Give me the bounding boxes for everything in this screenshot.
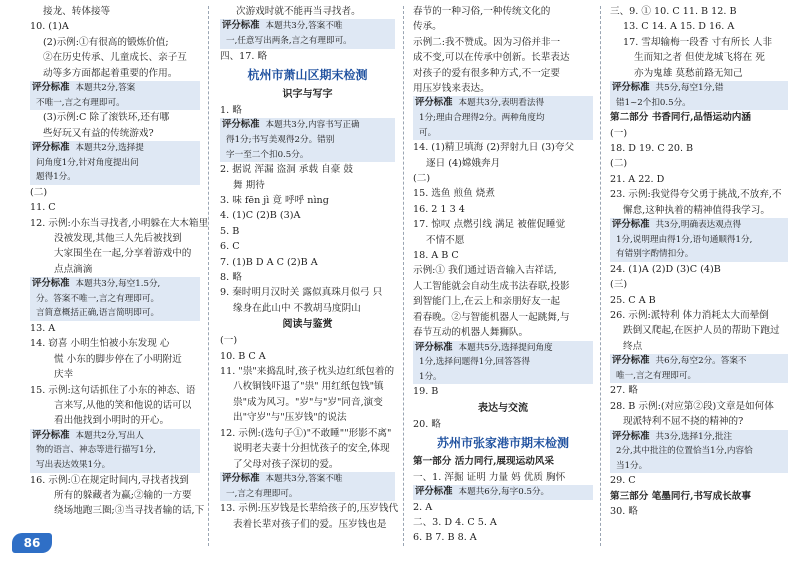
scoring-criteria-line xyxy=(220,19,395,34)
answer-line: 懈怠,这种执着的精神值得我学习。 xyxy=(623,204,770,216)
scoring-criteria-line: 写出表达效果1分。 xyxy=(30,458,200,473)
scoring-criteria-label: 评分标准 xyxy=(32,278,70,290)
answer-line: 10. (1)A xyxy=(30,21,69,33)
scoring-criteria-label: 评分标准 xyxy=(415,485,453,497)
answer-line: 到智能门上,在云上和亲朋好友一起 xyxy=(413,296,560,308)
answer-line: 成不变,可以在传承中创新。长辈表达 xyxy=(413,52,570,64)
scoring-criteria-line xyxy=(30,81,200,96)
scoring-criteria-label: 评分标准 xyxy=(612,82,650,94)
page-number-badge: 86 xyxy=(12,533,52,553)
scoring-criteria-line xyxy=(610,81,788,96)
scoring-criteria-line: 一,言之有理即可。 xyxy=(220,487,395,502)
answer-line: 二、3. D 4. C 5. A xyxy=(413,516,497,528)
answer-line: 表着长辈对孩子们的爱。压岁钱也是 xyxy=(233,518,387,530)
answer-line: 三、9. ① 10. C 11. B 12. B xyxy=(610,6,737,17)
answer-line: 生而知之者 但使龙城飞将在 死 xyxy=(634,52,765,64)
answer-line: 8. 略 xyxy=(220,272,242,284)
column-divider xyxy=(403,6,404,546)
answer-line: 传承。 xyxy=(413,21,442,33)
scoring-criteria-text: 本题共2分,写出人 xyxy=(75,430,144,441)
scoring-criteria-label: 评分标准 xyxy=(415,341,453,353)
answer-line: 对孩子的爱有很多种方式,不一定要 xyxy=(413,67,560,79)
scoring-criteria-text: 本题共2分,答案 xyxy=(75,83,136,94)
scoring-criteria-line: 不唯一,言之有理即可。 xyxy=(30,96,200,111)
answer-line: 13. C 14. A 15. D 16. A xyxy=(623,21,735,33)
scoring-criteria-line xyxy=(30,429,200,444)
answer-line: 1. 略 xyxy=(220,105,242,116)
answer-line: 不情不愿 xyxy=(426,234,465,246)
scoring-criteria-text: 本题共3分,内容书写正确 xyxy=(265,120,360,131)
scoring-criteria-label: 评分标准 xyxy=(222,119,260,131)
answer-line: 舞 期待 xyxy=(233,179,265,191)
section-subtitle: 识字与写字 xyxy=(282,89,333,100)
column-4 xyxy=(610,4,788,520)
answer-line: 10. B C A xyxy=(220,350,266,362)
scoring-criteria-line: 得1分;书写美观得2分。错别 xyxy=(220,133,395,148)
answer-line: (一) xyxy=(220,335,238,347)
answer-line: 6. B 7. B 8. A xyxy=(413,532,477,544)
answer-line: 24. (1)A (2)D (3)C (4)B xyxy=(610,263,721,275)
answer-line: 逐日 (4)嫦娥奔月 xyxy=(426,157,501,169)
answer-line: 缘身在此山中 不教胡马度阴山 xyxy=(233,302,361,314)
scoring-criteria-line xyxy=(220,472,395,487)
answer-line: 19. B xyxy=(413,386,439,398)
scoring-criteria-line: 错1~2个扣0.5分。 xyxy=(610,96,788,111)
answer-line: 四、17. 略 xyxy=(220,50,268,62)
answer-line: 15. 示例:这句话抓住了小东的神态、语 xyxy=(30,384,196,396)
answer-line: 5. B xyxy=(220,225,240,237)
answer-line: 16. 2 1 3 4 xyxy=(413,203,465,215)
answer-line: 21. A 22. D xyxy=(610,173,665,185)
answer-line: 人工智能就会自动生成书法春联,投影 xyxy=(413,280,570,292)
section-title: 苏州市张家港市期末检测 xyxy=(436,436,569,451)
column-1 xyxy=(30,4,209,519)
scoring-criteria-line: 1分,说明理由得1分,语句通顺得1分, xyxy=(610,233,788,248)
scoring-criteria-line: 2分,其中批注的位置恰当1分,内容恰 xyxy=(610,444,788,459)
answer-line: 14. (1)精卫填海 (2)羿射九日 (3)夸父 xyxy=(413,142,575,154)
answer-line: 接龙、转体接等 xyxy=(43,6,111,17)
scoring-criteria-line: 物的语言、神态等进行描写1分, xyxy=(30,443,200,458)
answer-line: 4. (1)C (2)B (3)A xyxy=(220,210,301,222)
answer-line: 9. 秦时明月汉时关 露似真珠月似弓 只 xyxy=(220,287,383,299)
scoring-criteria-label: 评分标准 xyxy=(32,82,70,94)
scoring-criteria-text: 本题共2分,选择提 xyxy=(75,143,144,154)
scoring-criteria-line xyxy=(610,218,788,233)
answer-line: (二) xyxy=(610,158,628,170)
scoring-criteria-line: 有错别字酌情扣分。 xyxy=(610,247,788,262)
answer-line: 15. 选鱼 煎鱼 烧煮 xyxy=(413,188,495,200)
answer-line: 终点 xyxy=(623,340,643,352)
answer-line: (3)示例:C 除了滚铁环,还有哪 xyxy=(43,112,170,124)
scoring-criteria-label: 评分标准 xyxy=(32,429,70,441)
answer-line: 了父母对孩子深切的爱。 xyxy=(233,458,339,470)
answer-line: 第三部分 笔墨同行,书写成长故事 xyxy=(610,490,751,502)
answer-line: 30. 略 xyxy=(610,506,638,518)
answer-line: 出"守岁"与"压岁钱"的说法 xyxy=(233,412,347,424)
scoring-criteria-line: 当1分。 xyxy=(610,459,788,474)
answer-line: 25. C A B xyxy=(610,294,656,306)
scoring-criteria-line xyxy=(413,485,593,500)
scoring-criteria-label: 评分标准 xyxy=(612,219,650,231)
scoring-criteria-line: 1分。 xyxy=(413,370,593,385)
scoring-criteria-line: 字一至二个扣0.5分。 xyxy=(220,148,395,163)
scoring-criteria-text: 共5分,每空1分,错 xyxy=(655,83,724,94)
answer-line: 跌倒又爬起,在医护人员的帮助下跑过 xyxy=(623,325,780,337)
answer-line: 29. C xyxy=(610,475,636,487)
answer-line: 祟"成为风习。"岁"与"岁"同音,演变 xyxy=(233,396,383,408)
answer-line: 现派特利不屈不挠的精神的? xyxy=(623,416,744,428)
scoring-criteria-text: 本题共6分,每字0.5分。 xyxy=(458,486,550,497)
section-title: 杭州市萧山区期末检测 xyxy=(247,68,368,82)
answer-line: 6. C xyxy=(220,241,240,253)
answer-line: 庆幸 xyxy=(54,369,74,381)
answer-line: 16. 示例:①在规定时间内,寻找者找到 xyxy=(30,474,189,486)
scoring-criteria-text: 共3分,选择1分,批注 xyxy=(655,431,733,442)
answer-line: 26. 示例:派特利 体力消耗太大而晕倒 xyxy=(610,310,769,322)
answer-line: 12. 示例:(选句子①)"不敢睡""形影不离" xyxy=(220,427,392,439)
section-subtitle: 阅读与鉴赏 xyxy=(282,319,333,331)
answer-line: 示例二:我不赞成。因为习俗并非一 xyxy=(413,36,561,48)
answer-line: 28. B 示例:(对应第②段)文章是如何体 xyxy=(610,400,774,412)
answer-line: 用压岁钱来表达。 xyxy=(413,83,490,95)
scoring-criteria-label: 评分标准 xyxy=(612,355,650,367)
answer-line: 18. A B C xyxy=(413,250,459,262)
section-subtitle: 表达与交流 xyxy=(478,402,528,414)
answer-line: 说明老夫妻十分担忧孩子的安全,体现 xyxy=(233,443,390,455)
scoring-criteria-line xyxy=(610,430,788,445)
scoring-criteria-label: 评分标准 xyxy=(222,20,260,32)
answer-line: 看出他找到小明时的开心。 xyxy=(54,415,170,427)
answer-line: 12. 示例:小东当寻找者,小明躲在大木箱里 xyxy=(30,217,209,229)
scoring-criteria-line: 1分;理由合理得2分。两种角度均 xyxy=(413,111,593,126)
scoring-criteria-line: 可。 xyxy=(413,126,593,141)
scoring-criteria-text: 本题共3分,答案不唯 xyxy=(265,21,343,32)
column-divider xyxy=(600,6,601,546)
answer-line: 3. 味 fēn jì 竟 呼呼 nìng xyxy=(220,195,329,206)
answer-line: 13. A xyxy=(30,323,56,335)
scoring-criteria-text: 共6分,每空2分。答案不 xyxy=(655,356,747,367)
answer-line: 所有的躲藏者为赢;②输的一方要 xyxy=(54,490,192,502)
scoring-criteria-text: 本题共3分,表明看法得 xyxy=(458,98,545,109)
answer-line: 14. 窃喜 小明生怕被小东发现 心 xyxy=(30,338,170,350)
answer-line: 17. 惊叹 点燃引线 满足 被催促睡觉 xyxy=(413,219,566,231)
answer-line: 言来写,从他的笑和他说的话可以 xyxy=(54,400,192,412)
scoring-criteria-label: 评分标准 xyxy=(415,97,453,109)
answer-line: (二) xyxy=(413,173,431,185)
answer-line: 20. 略 xyxy=(413,418,441,430)
scoring-criteria-label: 评分标准 xyxy=(612,430,650,442)
answer-line: 18. D 19. C 20. B xyxy=(610,143,694,155)
scoring-criteria-line: 一,任意写出两条,言之有理即可。 xyxy=(220,34,395,49)
answer-line: 23. 示例:我觉得夸父勇于挑战,不放弃,不 xyxy=(610,189,782,201)
scoring-criteria-text: 本题共3分,答案不唯 xyxy=(265,473,343,484)
scoring-criteria-text: 本题共5分,选择提问角度 xyxy=(458,342,553,353)
scoring-criteria-line: 题得1分。 xyxy=(30,170,200,185)
answer-line: (一) xyxy=(610,127,628,139)
scoring-criteria-label: 评分标准 xyxy=(32,142,70,154)
answer-line: (2)示例:①有很高的锻炼价值; xyxy=(43,36,169,48)
answer-line: ②在历史传承、儿童成长、亲子互 xyxy=(43,52,187,64)
answer-line: 27. 略 xyxy=(610,385,638,397)
answer-line: 八枚铜钱吓退了"祟" 用红纸包钱"镇 xyxy=(233,381,384,393)
scoring-criteria-line: 问角度1分,针对角度提出问 xyxy=(30,156,200,171)
answer-line: 2. A xyxy=(413,501,433,513)
scoring-criteria-line xyxy=(413,341,593,356)
answer-line: 17. 雪却输梅一段香 寸有所长 人非 xyxy=(623,36,773,48)
answer-line: 绕场地跑三圈;③当寻找者输的话,下 xyxy=(54,505,205,517)
scoring-criteria-line xyxy=(30,141,200,156)
answer-line: 慌 小东的脚步停在了小明附近 xyxy=(54,353,182,365)
answer-line: 亦为鬼雄 莫愁前路无知己 xyxy=(634,67,743,79)
answer-line: 11. "祟"来捣乱时,孩子枕头边红纸包着的 xyxy=(220,366,395,378)
answer-line: (三) xyxy=(610,279,628,291)
answer-line: 第一部分 活力同行,展现运动风采 xyxy=(413,456,554,468)
scoring-criteria-line: 分。答案不唯一,言之有理即可。 xyxy=(30,292,200,307)
column-2 xyxy=(220,4,399,532)
scoring-criteria-text: 共3分,明确表达观点得 xyxy=(655,220,742,231)
answer-line: 春节互动的机器人舞狮队。 xyxy=(413,327,529,339)
answer-line: 7. (1)B D A C (2)B A xyxy=(220,256,318,268)
scoring-criteria-line: 1分,选择问题得1分,回答答得 xyxy=(413,355,593,370)
scoring-criteria-line: 言简意概括正确,语言简明即可。 xyxy=(30,306,200,321)
answer-line: (二) xyxy=(30,186,48,198)
answer-line: 示例:① 我们通过语音输入吉祥话, xyxy=(413,265,557,277)
column-divider xyxy=(208,6,209,546)
answer-line: 2. 据说 浑漏 盗洞 承载 自豪 鼓 xyxy=(220,164,353,176)
answer-line: 第二部分 书香同行,品悟运动内涵 xyxy=(610,112,751,124)
scoring-criteria-line xyxy=(610,354,788,369)
answer-line: 没被发现,其他三人先后被找到 xyxy=(54,233,182,245)
scoring-criteria-line xyxy=(220,118,395,133)
scoring-criteria-line xyxy=(413,96,593,111)
answer-line: 大家围坐在一起,分享着游戏中的 xyxy=(54,248,192,260)
answer-line: 点点滴滴 xyxy=(54,263,93,275)
scoring-criteria-text: 本题共3分,每空1.5分, xyxy=(75,279,161,290)
answer-line: 次游戏时就不能再当寻找者。 xyxy=(236,6,361,17)
answer-line: 春节的一种习俗,一种传统文化的 xyxy=(413,6,551,17)
scoring-criteria-line xyxy=(30,277,200,292)
answer-line: 看春晚。②与智能机器人一起跳舞,与 xyxy=(413,311,570,323)
scoring-criteria-label: 评分标准 xyxy=(222,472,260,484)
answer-line: 13. 示例:压岁钱是长辈给孩子的,压岁钱代 xyxy=(220,503,399,515)
answer-line: 些好玩又有益的传统游戏? xyxy=(43,127,154,139)
column-3 xyxy=(413,4,593,546)
scoring-criteria-line: 唯一,言之有理即可。 xyxy=(610,369,788,384)
answer-line: 一、1. 浑掘 证明 力量 妈 优质 胸怀 xyxy=(413,471,566,483)
answer-line: 11. C xyxy=(30,202,56,214)
answer-line: 动等多方面都起着重要的作用。 xyxy=(43,67,178,79)
